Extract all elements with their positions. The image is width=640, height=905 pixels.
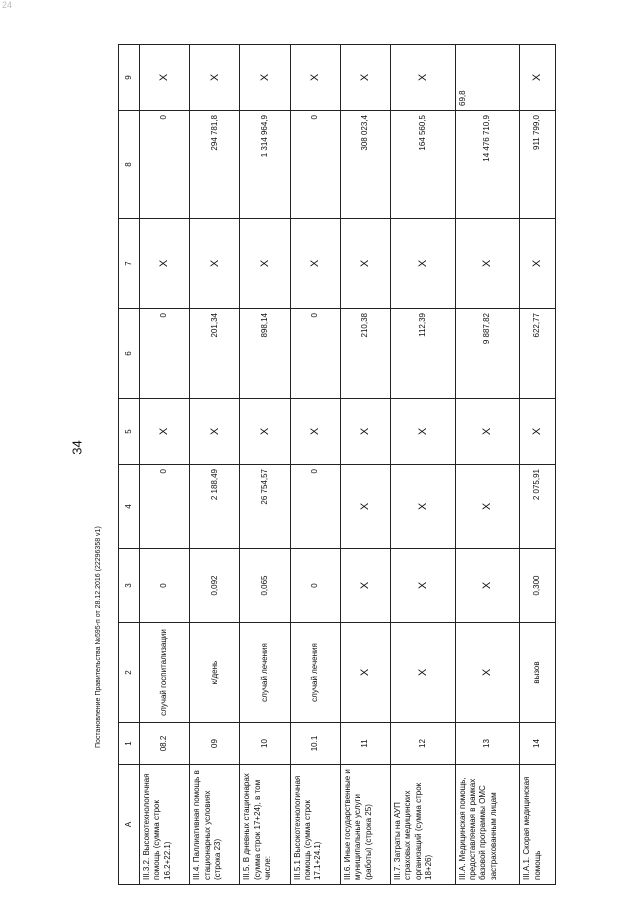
- column-header: 1: [119, 723, 140, 765]
- table-cell: X: [140, 45, 190, 111]
- table-cell: 11: [340, 723, 390, 765]
- table-cell: X: [390, 219, 455, 309]
- table-cell: 10.1: [290, 723, 340, 765]
- table-cell: X: [340, 549, 390, 623]
- table-cell: 0: [290, 111, 340, 219]
- table-cell: X: [520, 399, 556, 465]
- table-cell: 911 799,0: [520, 111, 556, 219]
- table-cell: 09: [190, 723, 240, 765]
- column-header: 7: [119, 219, 140, 309]
- table-cell: X: [390, 623, 455, 723]
- table-cell: к/день: [190, 623, 240, 723]
- table-cell: X: [290, 399, 340, 465]
- table-cell: 12: [390, 723, 455, 765]
- table-cell: 294 781,8: [190, 111, 240, 219]
- table-row: [140, 45, 190, 885]
- column-header: A: [119, 765, 140, 885]
- table-cell: X: [340, 465, 390, 549]
- table-cell: X: [390, 549, 455, 623]
- table-cell: 13: [455, 723, 520, 765]
- table-row: [390, 45, 455, 885]
- table-cell: 0: [140, 309, 190, 399]
- table-cell: X: [190, 219, 240, 309]
- table-cell: X: [290, 219, 340, 309]
- row-label-cell: III.6. Иные государственные и муниципальные услуги (работы) (строка 25): [340, 765, 390, 885]
- table-cell: 0: [290, 465, 340, 549]
- table-cell: X: [240, 399, 290, 465]
- corner-mark: 24: [2, 0, 13, 10]
- table-cell: 69,8: [455, 45, 520, 111]
- table-row: [290, 45, 340, 885]
- row-label-cell: III.A.1. Скорая медицинская помощь: [520, 765, 556, 885]
- table-cell: X: [190, 45, 240, 111]
- table-cell: 14 476 710,9: [455, 111, 520, 219]
- table-cell: 2 075,91: [520, 465, 556, 549]
- table-cell: 112,39: [390, 309, 455, 399]
- table-cell: 201,34: [190, 309, 240, 399]
- table-cell: 308 023,4: [340, 111, 390, 219]
- row-label-cell: III.7. Затраты на АУП страховых медицинских организаций (сумма строк 18+26): [390, 765, 455, 885]
- table-cell: 9 887,82: [455, 309, 520, 399]
- table-row: [455, 45, 520, 885]
- table-cell: X: [140, 219, 190, 309]
- row-label-cell: III.5.1 Высокотехнологичная помощь (сумма строк 17.1+24.1): [290, 765, 340, 885]
- table-row: [520, 45, 556, 885]
- table-cell: X: [340, 623, 390, 723]
- document-footer: Постановление Правительства №595-п от 28.12.2016 (22296358 v1): [95, 526, 102, 748]
- column-header: 9: [119, 45, 140, 111]
- table-cell: X: [290, 45, 340, 111]
- table-cell: 26 754,57: [240, 465, 290, 549]
- table-cell: 2 188,49: [190, 465, 240, 549]
- table-row: [240, 45, 290, 885]
- row-label-cell: III.5. В дневных стационарах (сумма строк 17+24), в том числе:: [240, 765, 290, 885]
- table-cell: случай лечения: [290, 623, 340, 723]
- table-cell: 10: [240, 723, 290, 765]
- rotated-table-container: [118, 45, 556, 885]
- table-cell: X: [340, 45, 390, 111]
- table-cell: 0: [140, 549, 190, 623]
- table-cell: X: [520, 219, 556, 309]
- table-cell: 0,092: [190, 549, 240, 623]
- column-header: 4: [119, 465, 140, 549]
- row-label-cell: III.3.2. Высокотехнологичная помощь (сумма строк 16.2+22.1): [140, 765, 190, 885]
- table-cell: 14: [520, 723, 556, 765]
- table-cell: 0: [140, 111, 190, 219]
- page-number: 34: [69, 440, 85, 455]
- table-cell: X: [390, 465, 455, 549]
- row-label-cell: III.A. Медицинская помощь, предоставляемая в рамках базовой программы ОМС застрахованным лицам: [455, 765, 520, 885]
- table-cell: X: [340, 219, 390, 309]
- table-cell: 0: [290, 309, 340, 399]
- table-header-row: [119, 45, 140, 885]
- table-cell: 898,14: [240, 309, 290, 399]
- table-cell: X: [390, 399, 455, 465]
- table-cell: 1 314 964,9: [240, 111, 290, 219]
- table-cell: 08.2: [140, 723, 190, 765]
- table-row: [340, 45, 390, 885]
- table-cell: случай госпитализации: [140, 623, 190, 723]
- table-cell: X: [455, 219, 520, 309]
- table-cell: X: [240, 45, 290, 111]
- table-cell: вызов: [520, 623, 556, 723]
- table-cell: случай лечения: [240, 623, 290, 723]
- column-header: 8: [119, 111, 140, 219]
- table-cell: X: [190, 399, 240, 465]
- table-cell: 0,300: [520, 549, 556, 623]
- data-table: [118, 44, 556, 885]
- table-cell: 210,38: [340, 309, 390, 399]
- table-cell: 622,77: [520, 309, 556, 399]
- table-cell: X: [390, 45, 455, 111]
- table-cell: 0: [290, 549, 340, 623]
- column-header: 6: [119, 309, 140, 399]
- table-cell: X: [455, 623, 520, 723]
- table-cell: 164 560,5: [390, 111, 455, 219]
- column-header: 5: [119, 399, 140, 465]
- table-body: [140, 45, 556, 885]
- row-label-cell: III.4. Паллиативная помощь в стационарных условиях (строка 23): [190, 765, 240, 885]
- table-cell: X: [455, 465, 520, 549]
- table-cell: 0,065: [240, 549, 290, 623]
- table-cell: 0: [140, 465, 190, 549]
- column-header: 3: [119, 549, 140, 623]
- table-cell: X: [520, 45, 556, 111]
- table-cell: X: [240, 219, 290, 309]
- column-header: 2: [119, 623, 140, 723]
- table-cell: X: [140, 399, 190, 465]
- table-cell: X: [455, 549, 520, 623]
- table-cell: X: [340, 399, 390, 465]
- table-row: [190, 45, 240, 885]
- table-cell: X: [455, 399, 520, 465]
